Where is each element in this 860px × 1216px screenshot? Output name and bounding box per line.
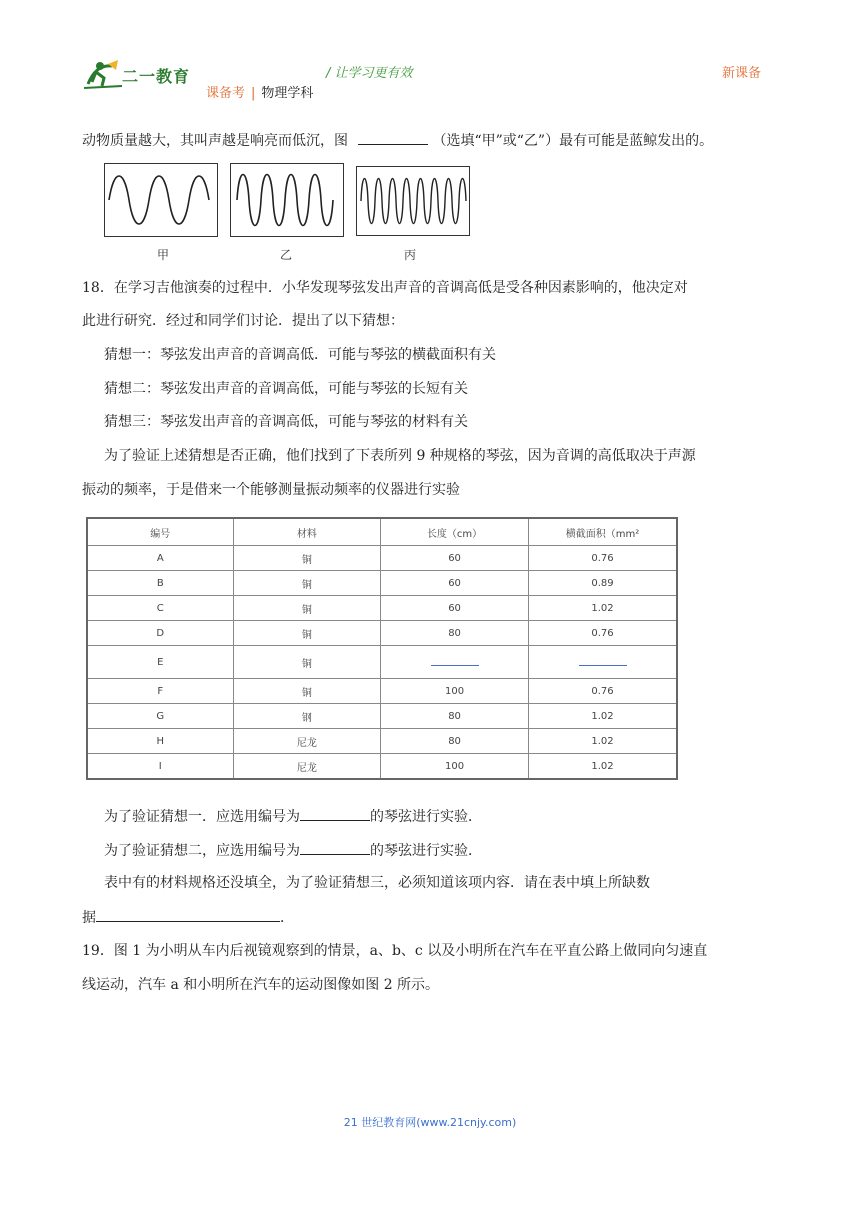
q18-line2: 此进行研究．经过和同学们讨论．提出了以下猜想：	[82, 313, 404, 329]
table-row	[87, 646, 677, 679]
ask3-after: ．	[280, 910, 294, 926]
header-subtitle	[206, 82, 313, 101]
caption-yi: 乙	[280, 248, 293, 262]
ask3-before: 据	[82, 910, 96, 926]
header-right-label: 新课备	[722, 66, 762, 81]
cell-length: 100	[381, 679, 529, 704]
wave-yi-path	[237, 175, 333, 226]
ask1-answer-blank[interactable]	[300, 806, 370, 821]
q17-sentence	[82, 130, 713, 151]
q18-ask1	[104, 806, 482, 827]
cell-area: 1.02	[529, 754, 677, 780]
cell-id: B	[87, 571, 233, 596]
wave-bing-path	[361, 179, 466, 224]
cell-material: 尼龙	[233, 754, 381, 780]
header-slogan: / 让学习更有效	[326, 66, 413, 81]
cell-area-blank[interactable]	[529, 646, 677, 679]
cell-id: H	[87, 729, 233, 754]
cell-id: E	[87, 646, 233, 679]
q17-text-after: （选填“甲”或“乙”）最有可能是蓝鲸发出的。	[432, 133, 714, 149]
page-footer[interactable]: 21 世纪教育网(www.21cnjy.com)	[343, 1116, 517, 1129]
ask2-after: 的琴弦进行实验．	[370, 843, 482, 859]
caption-jia: 甲	[157, 248, 170, 262]
th-length: 长度（cm）	[381, 518, 529, 546]
area-blank-line[interactable]	[579, 655, 627, 666]
table-header-row	[87, 518, 677, 546]
q17-answer-blank[interactable]	[358, 130, 428, 145]
cell-id: G	[87, 704, 233, 729]
cell-area: 1.02	[529, 729, 677, 754]
th-id: 编号	[87, 518, 233, 546]
cell-id: C	[87, 596, 233, 621]
cell-length: 60	[381, 571, 529, 596]
waveform-yi	[230, 163, 344, 237]
cell-length: 80	[381, 704, 529, 729]
q18-line4: 振动的频率，于是借来一个能够测量振动频率的仪器进行实验	[82, 482, 460, 498]
cell-length: 100	[381, 754, 529, 780]
q18-ask3-line2	[82, 907, 294, 928]
ask2-answer-blank[interactable]	[300, 840, 370, 855]
cell-id: A	[87, 546, 233, 571]
table-row	[87, 621, 677, 646]
q18-ask3-line1: 表中有的材料规格还没填全，为了验证猜想三，必须知道该项内容．请在表中填上所缺数	[104, 875, 650, 891]
cell-length: 80	[381, 729, 529, 754]
table-row	[87, 546, 677, 571]
cell-area: 1.02	[529, 596, 677, 621]
q19-line2: 线运动，汽车 a 和小明所在汽车的运动图像如图 2 所示。	[82, 977, 440, 993]
cell-length: 60	[381, 546, 529, 571]
cell-material: 铜	[233, 571, 381, 596]
length-blank-line[interactable]	[431, 655, 479, 666]
cell-area: 0.76	[529, 546, 677, 571]
th-material: 材料	[233, 518, 381, 546]
wave-jia-path	[109, 176, 209, 224]
q18-guess1: 猜想一：琴弦发出声音的音调高低．可能与琴弦的横截面积有关	[104, 347, 496, 363]
q18-ask2	[104, 840, 482, 861]
cell-id: I	[87, 754, 233, 780]
cell-material: 铜	[233, 679, 381, 704]
q17-text-before: 动物质量越大，其叫声越是响亮而低沉，图	[82, 133, 348, 149]
ask1-before: 为了验证猜想一．应选用编号为	[104, 809, 300, 825]
cell-material: 铜	[233, 646, 381, 679]
cell-area: 1.02	[529, 704, 677, 729]
cell-area: 0.76	[529, 621, 677, 646]
q18-line3: 为了验证上述猜想是否正确，他们找到了下表所列 9 种规格的琴弦，因为音调的高低取决于声源	[104, 448, 696, 464]
header-sub-left: 课备考	[206, 86, 246, 101]
table-row	[87, 704, 677, 729]
table-row	[87, 754, 677, 780]
cell-area: 0.89	[529, 571, 677, 596]
waveform-jia	[104, 163, 218, 237]
q18-guess2: 猜想二：琴弦发出声音的音调高低，可能与琴弦的长短有关	[104, 381, 468, 397]
ask1-after: 的琴弦进行实验．	[370, 809, 482, 825]
cell-id: D	[87, 621, 233, 646]
waveform-bing	[356, 166, 470, 236]
q18-guess3: 猜想三：琴弦发出声音的音调高低，可能与琴弦的材料有关	[104, 414, 468, 430]
cell-material: 钢	[233, 704, 381, 729]
table-row	[87, 571, 677, 596]
cell-length: 60	[381, 596, 529, 621]
q19-line1: 19．图 1 为小明从车内后视镜观察到的情景，a、b、c 以及小明所在汽车在平直公路上做同向匀速直	[82, 943, 708, 959]
header-separator: |	[251, 86, 256, 101]
cell-length-blank[interactable]	[381, 646, 529, 679]
cell-material: 尼龙	[233, 729, 381, 754]
cell-area: 0.76	[529, 679, 677, 704]
cell-material: 铜	[233, 596, 381, 621]
ask2-before: 为了验证猜想二，应选用编号为	[104, 843, 300, 859]
q18-line1: 18．在学习吉他演奏的过程中．小华发现琴弦发出声音的音调高低是受各种因素影响的，他决定对	[82, 280, 688, 296]
cell-material: 铜	[233, 546, 381, 571]
ask3-answer-blank[interactable]	[96, 907, 280, 922]
cell-id: F	[87, 679, 233, 704]
table-row	[87, 679, 677, 704]
table-row	[87, 596, 677, 621]
cell-length: 80	[381, 621, 529, 646]
th-area: 横截面积（mm²	[529, 518, 677, 546]
header-subject: 物理学科	[261, 86, 314, 101]
logo-text: 二一教育	[122, 67, 191, 86]
string-spec-table	[86, 517, 678, 780]
table-row	[87, 729, 677, 754]
cell-material: 铜	[233, 621, 381, 646]
caption-bing: 丙	[404, 248, 417, 262]
